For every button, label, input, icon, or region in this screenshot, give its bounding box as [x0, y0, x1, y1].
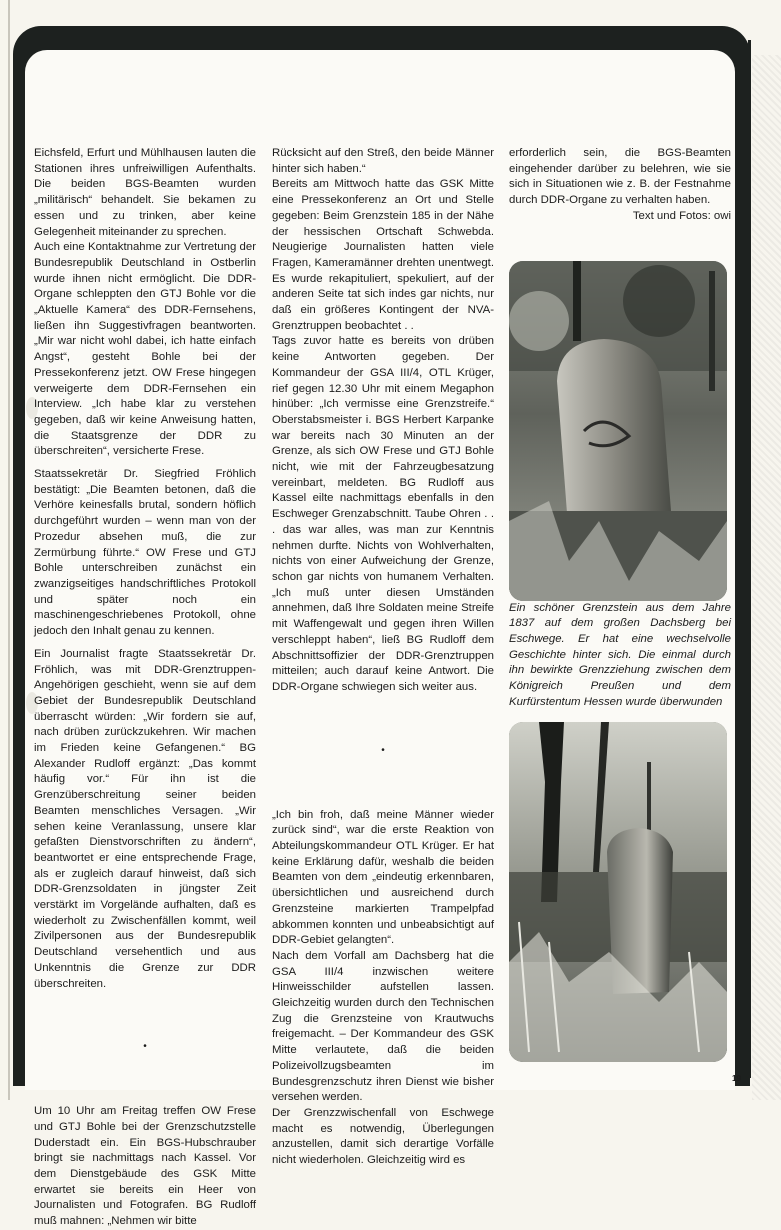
page-number: 19 [732, 1074, 741, 1083]
paragraph: Der Grenzzwischenfall von Eschwege macht es notwendig, Überlegungen anzustellen, damit sich derartige Vorfälle nicht wiederholen. Gleichzeitig wird es [272, 1106, 494, 1167]
paragraph: Ein Journalist fragte Staatssekretär Dr. Fröhlich, was mit DDR-Grenztruppen-Angehörigen geschieht, wenn sie auf dem Gebiet der Bundesrepublik Deutschland überrascht würden: „Wir fordern sie auf, nach drüben zurückzukehren. Wir machen im Frieden keine Gefangenen.“ BG Alexander Rudloff ergänzt: „Das kommt häufig vor.“ Für ihn ist die Grenzüberschreitung seiner beiden Beamten menschliches Versagen. „Wir sehen keine Veranlassung, unsere klar gefaßten Dienstvorschriften zu ändern“, beantwortet er eine entsprechende Frage, als er zugleich darauf hinweist, daß sich DDR-Grenzsoldaten in jüngster Zeit verstärkt im Vorgelände aufhalten, daß es wiederholt zu Zwischenfällen kommt, weil Zivilpersonen aus der Bundesrepublik Deutschland versehentlich und aus Unkenntnis die Grenze zur DDR überschreiten. [34, 647, 256, 990]
paragraph: erforderlich sein, die BGS-Beamten eingehender darüber zu belehren, wie sie sich in Situationen wie z. B. der Festnahme durch DDR-Organe zu verhalten haben. [509, 147, 731, 207]
photo-credit: Text und Fotos: owi [632, 209, 731, 222]
paragraph: Staatssekretär Dr. Siegfried Fröhlich bestätigt: „Die Beamten betonen, daß die Verhöre keinesfalls brutal, sondern höflich durchgeführt wurden – wenn man von der Prozedur absehen muß, die zur Zermürbung führte.“ OW Frese und GTJ Bohle unterschreiben zunächst ein zwanzigseitiges handschriftliches Protokoll und später noch ein maschinengeschriebenes Protokoll, ohne jedoch den Inhalt genau zu kennen. [34, 468, 256, 638]
paragraph: Bereits am Mittwoch hatte das GSK Mitte eine Pressekonferenz an Ort und Stelle gegeben: Beim Grenzstein 185 in der Nähe der hessischen Ortschaft Schwebda. Neugierige Journalisten hatten viele Fragen, Kameramänner drehten unentwegt. Es wurde rekapituliert, spekuliert, auf der anderen Seite tat sich indes gar nichts, nur daß ein größeres Kontingent der NVA-Grenztruppen beobachtet . . [272, 178, 494, 332]
paragraph: Tags zuvor hatte es bereits von drüben keine Antworten gegeben. Der Kommandeur der GSA III/4, OTL Krüger, rief gegen 12.30 Uhr mit einem Megaphon hinüber: „Ich vermisse eine Grenzstreife.“ Oberstabsmeister i. BGS Herbert Karpanke war bereits nach 30 Minuten an der Grenze, als sich OW Frese und GTJ Bohle nicht, wie mit der Fahrzeugbesatzung vereinbart, meldeten. BG Rudloff aus Kassel eilte nachmittags ebenfalls in den Eschweger Grenzabschnitt. Taube Ohren . . . das war alles, was man zur Kenntnis nehmen durfte. Nichts von Wohlverhalten, nichts von einer Aufweichung der Grenze, schon gar nichts von humanem Verhalten. „Ich muß unter diesen Umständen annehmen, daß Ihre Soldaten meine Streife mit Waffengewalt und gegen ihren Willen verschleppt haben“, ließ BG Rudloff dem Abschnittsoffizier der DDR-Grenztruppen mitteilen; auch darauf keine Antwort. Die DDR-Organe schwiegen sich weiter aus. [272, 335, 494, 693]
paragraph: Eichsfeld, Erfurt und Mühlhausen lauten die Stationen ihres unfreiwilligen Aufenthalts. Die beiden BGS-Beamten wurden „militärisch“ behandelt. Sie bekamen zu essen und zu trinken, aber keine Gelegenheit miteinander zu sprechen. [34, 147, 256, 238]
page-edge [8, 0, 10, 1100]
paragraph: Nach dem Vorfall am Dachsberg hat die GSA III/4 inzwischen weitere Hinweisschilder aufstellen lassen. Gleichzeitig wurden durch den Technischen Zug die Grenzsteine von Krautwuchs freigemacht. – Der Kommandeur des GSK Mitte verlautete, daß die beiden Polizeivollzugsbeamten im Bundesgrenzschutz ihren Dienst wie bisher versehen werden. [272, 949, 494, 1104]
paragraph: „Ich bin froh, daß meine Männer wieder zurück sind“, war die erste Reaktion von Abteilungskommandeur OTL Krüger. Er hat keine Erklärung dafür, weshalb die beiden Beamten von dem „eindeutig erkennbaren, übersichtlichen und ausreichend durch Grenzsteine markierten Trampelpfad abkommen konnten und unbeabsichtigt auf DDR-Gebiet gelangten“. [272, 808, 494, 947]
text-column-1 [34, 146, 256, 1230]
section-separator: • [143, 1041, 147, 1053]
paragraph: Rücksicht auf den Streß, den beide Männer hinter sich haben.“ [272, 147, 494, 175]
boundary-stone-photo-2 [509, 722, 727, 1062]
photo-caption: Ein schöner Grenzstein aus dem Jahre 1837 auf dem großen Dachsberg bei Eschwege. Er hat eine wechselvolle Geschichte hinter sich. Die einmal durch ihn bewirkte Grenzziehung zwischen dem Königreich Preußen und dem Kurfürstentum Hessen wurde überwunden [509, 601, 731, 708]
adjacent-page-edge [752, 55, 781, 1100]
text-column-2 [272, 146, 494, 1169]
paragraph: Auch eine Kontaktnahme zur Vertretung der Bundesrepublik Deutschland in Ostberlin wurde ihnen nicht ermöglicht. Die DDR-Organe schleppten den GTJ Bohle vor die „Aktuelle Kamera“ des DDR-Fernsehens, ließen ihn Suggestivfragen beantworten. „Mir war nicht wohl dabei, ich hatte einfach Angst“, gesteht Bohle bei der Pressekonferenz jetzt. OW Frese hingegen verweigerte dem DDR-Fernsehen ein Interview. „Ich habe klar zu verstehen gegeben, daß wir keine Anweisung hatten, die Staatsgrenze der DDR zu überschreiten“, versicherte Frese. [34, 241, 256, 458]
photo-image [509, 261, 727, 601]
section-separator: • [381, 744, 385, 756]
photo-image [509, 722, 727, 1062]
right-border-rule [748, 40, 751, 1078]
paragraph: Um 10 Uhr am Freitag treffen OW Frese und GTJ Bohle bei der Grenzschutzstelle Duderstadt ein. Ein BGS-Hubschrauber bringt sie nachmittags nach Kassel. Vor dem Dienstgebäude des GSK Mitte erwartet sie bereits ein Heer von Journalisten und Fotografen. BG Rudloff muß mahnen: „Nehmen wir bitte [34, 1105, 256, 1228]
boundary-stone-photo-1 [509, 261, 727, 601]
text-column-3 [509, 146, 731, 1062]
